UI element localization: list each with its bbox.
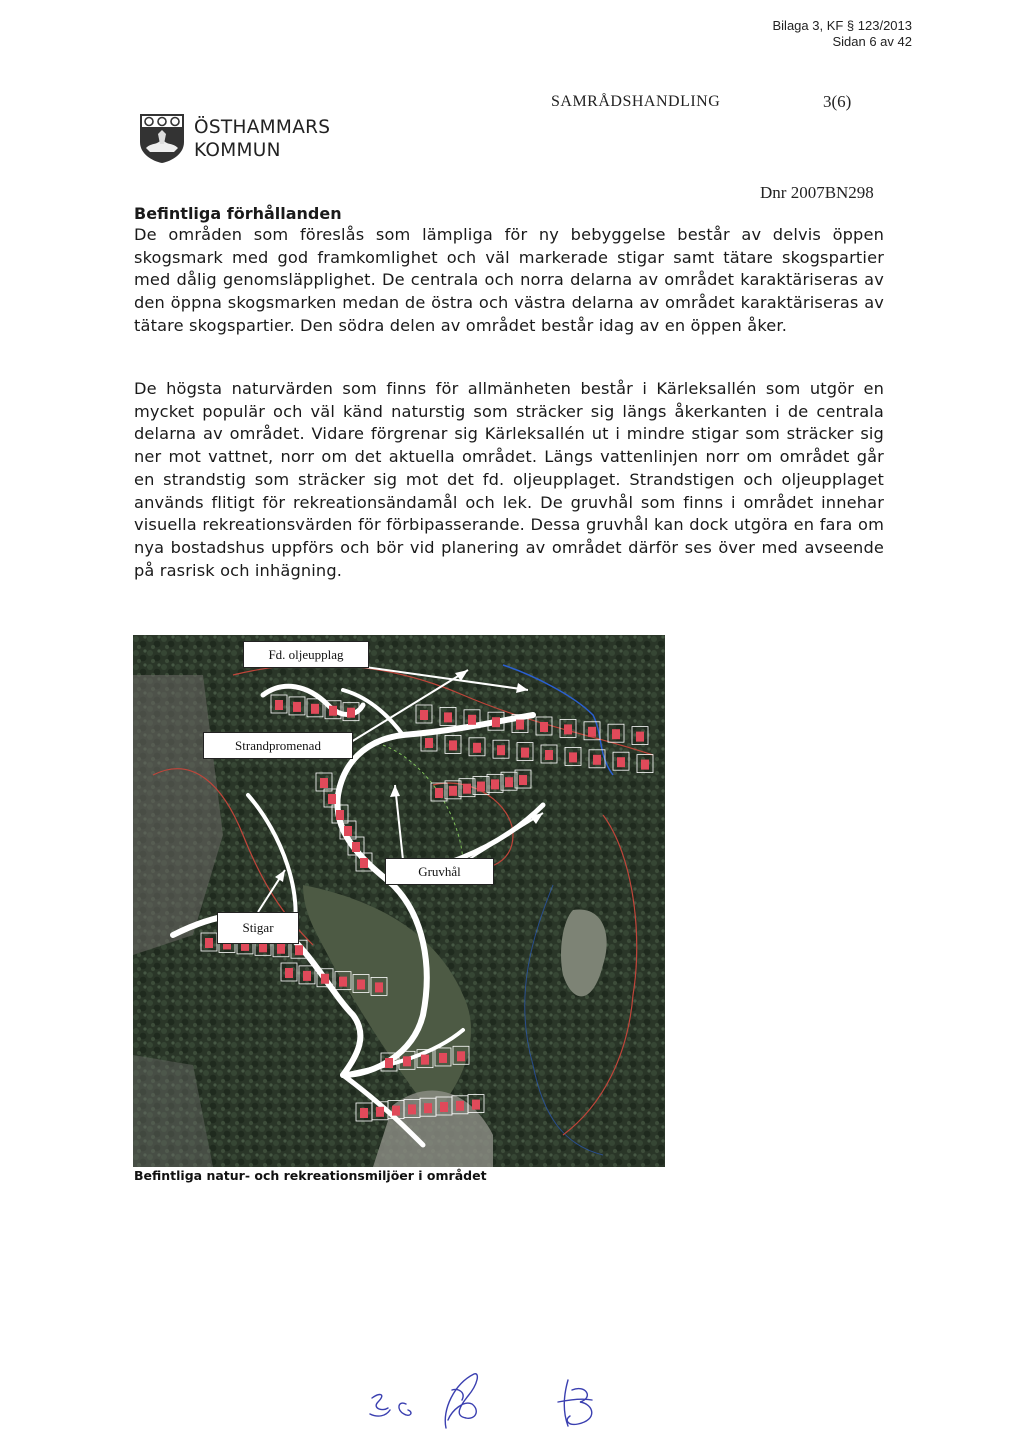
house-marker xyxy=(516,720,524,730)
house-marker xyxy=(505,777,513,787)
page-stamp xyxy=(773,18,913,50)
house-marker xyxy=(569,752,577,762)
house-marker xyxy=(385,1058,393,1068)
house-marker xyxy=(593,755,601,765)
map-label-strandpromenad: Strandpromenad xyxy=(203,732,353,759)
house-marker xyxy=(519,775,527,785)
house-marker xyxy=(612,729,620,739)
house-marker xyxy=(347,708,355,718)
house-marker xyxy=(336,810,344,820)
map-label-gruvhal: Gruvhål xyxy=(385,858,494,885)
house-marker xyxy=(360,1108,368,1118)
municipality-coat-of-arms-icon xyxy=(138,112,186,164)
house-marker xyxy=(392,1106,400,1116)
house-marker xyxy=(421,1055,429,1065)
map-label-stigar: Stigar xyxy=(217,912,299,944)
registration-number: Dnr 2007BN298 xyxy=(760,183,874,202)
page-counter: 3(6) xyxy=(823,92,852,111)
document-type: SAMRÅDSHANDLING xyxy=(551,93,721,110)
house-marker xyxy=(435,788,443,798)
house-marker xyxy=(641,760,649,770)
aerial-photo xyxy=(133,635,665,1167)
house-marker xyxy=(456,1101,464,1111)
house-marker xyxy=(540,722,548,732)
house-marker xyxy=(303,971,311,981)
house-marker xyxy=(295,945,303,955)
house-marker xyxy=(329,706,337,716)
house-marker xyxy=(205,938,213,948)
house-marker xyxy=(491,779,499,789)
house-marker xyxy=(521,748,529,758)
house-marker xyxy=(321,974,329,984)
house-marker xyxy=(545,750,553,760)
house-marker xyxy=(339,977,347,987)
house-marker xyxy=(497,745,505,755)
house-marker xyxy=(472,1100,480,1110)
body-paragraph: De områden som föreslås som lämpliga för ny bebyggelse består av delvis öppen skogsmark med god framkomlighet och väl markerade stigar samt tätare skogspartier med dålig genomsläpplighet. De centrala och norra delarna av området karaktäriseras av den öppna skogsmarken medan de östra och västra delarna av området karaktäriseras av tätare skogspartier. Den södra delen av området består idag av en öppen åker. xyxy=(134,225,884,335)
handwritten-initials-signature xyxy=(368,1370,628,1430)
house-marker xyxy=(492,717,500,727)
house-marker xyxy=(439,1053,447,1063)
organization-name-line1: ÖSTHAMMARS xyxy=(194,117,331,138)
house-marker xyxy=(449,786,457,796)
house-marker xyxy=(376,1107,384,1117)
house-marker xyxy=(328,794,336,804)
organization-name-line2: KOMMUN xyxy=(194,140,281,161)
house-marker xyxy=(420,710,428,720)
house-marker xyxy=(293,702,301,712)
map-label-oljeupplag: Fd. oljeupplag xyxy=(243,641,369,668)
house-marker xyxy=(277,944,285,954)
house-marker xyxy=(403,1056,411,1066)
house-marker xyxy=(449,740,457,750)
organization-name xyxy=(194,116,330,162)
house-marker xyxy=(444,712,452,722)
house-marker xyxy=(275,700,283,710)
house-marker xyxy=(425,738,433,748)
page-number: Sidan 6 av 42 xyxy=(832,34,912,49)
house-marker xyxy=(440,1102,448,1112)
house-marker xyxy=(344,826,352,836)
body-paragraph: De högsta naturvärden som finns för allmänheten består i Kärleksallén som utgör en mycket populär och väl känd naturstig som sträcker sig längs åkerkanten i de centrala delarna av området. Vidare förgrenar sig Kärleksallén ut i mindre stigar som sträcker sig ner mot vattnet, norr om det aktuella området. Längs vattenlinjen norr om området går en strandstig som sträcker sig mot det fd. oljeupplaget. Strandstigen och oljeupplaget används flitigt för rekreationsändamål och lek. De gruvhål som finns i området innehar visuella rekreationsvärden för förbipasserande. Dessa gruvhål kan dock utgöra en fara om nya bostadshus uppförs och bör vid planering av området därför ses över med avseende på rasrisk och inhägning. xyxy=(134,379,884,580)
figure-caption: Befintliga natur- och rekreationsmiljöer i området xyxy=(134,1168,487,1183)
attachment-reference: Bilaga 3, KF § 123/2013 xyxy=(772,18,912,33)
house-marker xyxy=(285,968,293,978)
house-marker xyxy=(468,715,476,725)
house-marker xyxy=(588,727,596,737)
house-marker xyxy=(352,842,360,852)
house-marker xyxy=(617,757,625,767)
house-marker xyxy=(477,782,485,792)
house-marker xyxy=(424,1103,432,1113)
house-marker xyxy=(360,858,368,868)
house-marker xyxy=(357,980,365,990)
house-marker xyxy=(375,982,383,992)
forest-area xyxy=(133,635,665,1167)
section-heading: Befintliga förhållanden xyxy=(134,204,342,223)
house-marker xyxy=(463,784,471,794)
house-marker xyxy=(311,704,319,714)
house-marker xyxy=(473,743,481,753)
aerial-map-figure xyxy=(133,635,665,1167)
house-marker xyxy=(320,778,328,788)
house-marker xyxy=(636,732,644,742)
house-marker xyxy=(564,724,572,734)
house-marker xyxy=(457,1051,465,1061)
house-marker xyxy=(408,1104,416,1114)
